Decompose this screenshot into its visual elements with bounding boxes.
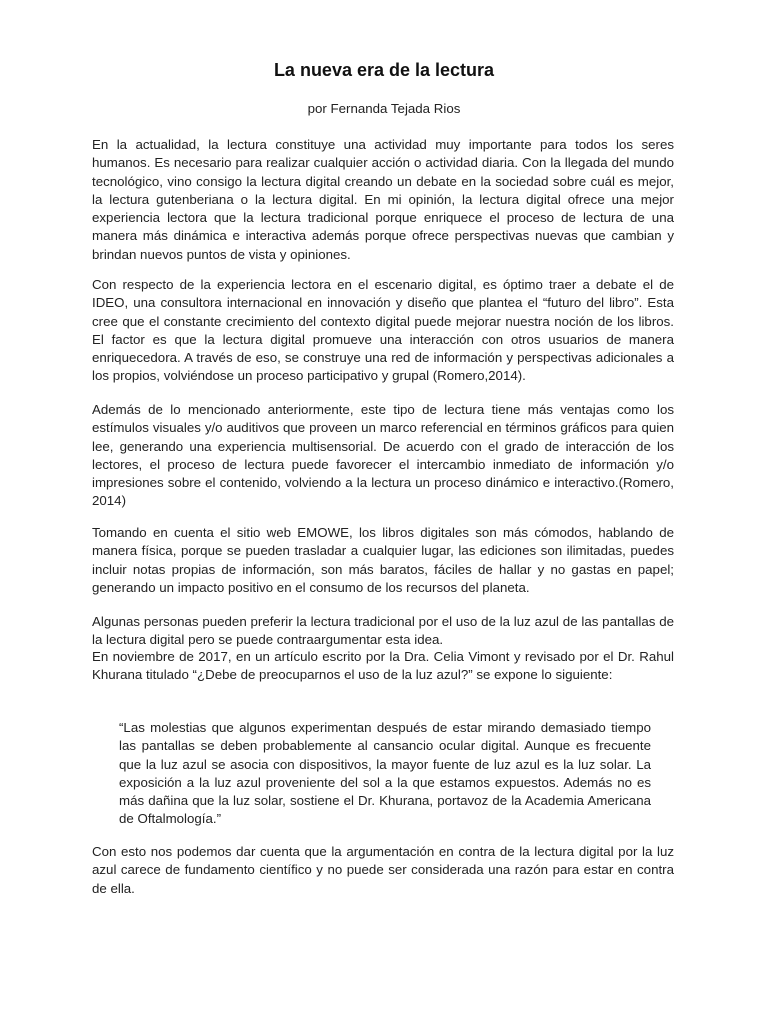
paragraph-introduction: En la actualidad, la lectura constituye una actividad muy importante para todos los seres humanos. Es necesario para realizar cualquier acción o actividad diaria. Con la llegada del mundo tecnológico, vino consigo la lectura digital creando un debate en la sociedad sobre cuál es mejor, la lectura gutenberiana o la lectura digital. En mi opinión, la lectura digital ofrece una mejor experiencia lectora que la lectura tradicional porque enriquece el proceso de lectura de una manera más dinámica e interactiva además porque ofrece perspectivas nuevas que cambian y brindan nuevos puntos de vista y opiniones. — [92, 137, 674, 262]
block-quote: “Las molestias que algunos experimentan después de estar mirando demasiado tiempo las pantallas se deben probablemente al cansancio ocular digital. Aunque es frecuente que la luz azul se asocia con dispositivos, la mayor fuente de luz azul es la luz solar. La exposición a la luz azul proveniente del sol a la que estamos expuestos. Además no es más dañina que la luz solar, sostiene el Dr. Khurana, portavoz de la Academia Americana de Oftalmología.” — [119, 720, 651, 827]
paragraph-ideo: Con respecto de la experiencia lectora en el escenario digital, es óptimo traer a debate el de IDEO, una consultora internacional en innovación y diseño que plantea el “futuro del libro”. Esta cree que el constante crecimiento del contexto digital puede mejorar nuestra noción de los libros. El factor es que la lectura digital promueve una interacción con otros usuarios de manera enriquecedora. A través de eso, se construye una red de información y perspectivas adicionales a los propios, volviéndose un proceso participativo y grupal (Romero,2014). — [92, 277, 674, 384]
paragraph-emowe: Tomando en cuenta el sitio web EMOWE, los libros digitales son más cómodos, hablando de manera física, porque se pueden trasladar a cualquier lugar, las ediciones son ilimitadas, puedes incluir notas propias de información, son más baratos, fáciles de hallar y no gastas en papel; generando un impacto positivo en el consumo de los recursos del planeta. — [92, 525, 674, 595]
paragraph-conclusion: Con esto nos podemos dar cuenta que la argumentación en contra de la lectura digital por la luz azul carece de fundamento científico y no puede ser considerada una razón para estar en contra de ella. — [92, 844, 674, 896]
paragraph-article-reference: En noviembre de 2017, en un artículo escrito por la Dra. Celia Vimont y revisado por el Dr. Rahul Khurana titulado “¿Debe de preocuparnos el uso de la luz azul?” se expone lo siguiente: — [92, 649, 674, 683]
paragraph-blue-light: Algunas personas pueden preferir la lectura tradicional por el uso de la luz azul de las pantallas de la lectura digital pero se puede contraargumentar esta idea. — [92, 614, 674, 648]
document-title: La nueva era de la lectura — [273, 60, 495, 80]
document-byline: por Fernanda Tejada Rios — [307, 101, 461, 116]
paragraph-advantages: Además de lo mencionado anteriormente, este tipo de lectura tiene más ventajas como los estímulos visuales y/o auditivos que proveen un marco referencial en términos gráficos para quien lee, generando una experiencia multisensorial. De acuerdo con el grado de interacción de los lectores, el proceso de lectura puede favorecer el intercambio inmediato de información y/o impresiones sobre el contenido, volviendo a la lectura un proceso dinámico e interactivo.(Romero, 2014) — [92, 402, 674, 509]
